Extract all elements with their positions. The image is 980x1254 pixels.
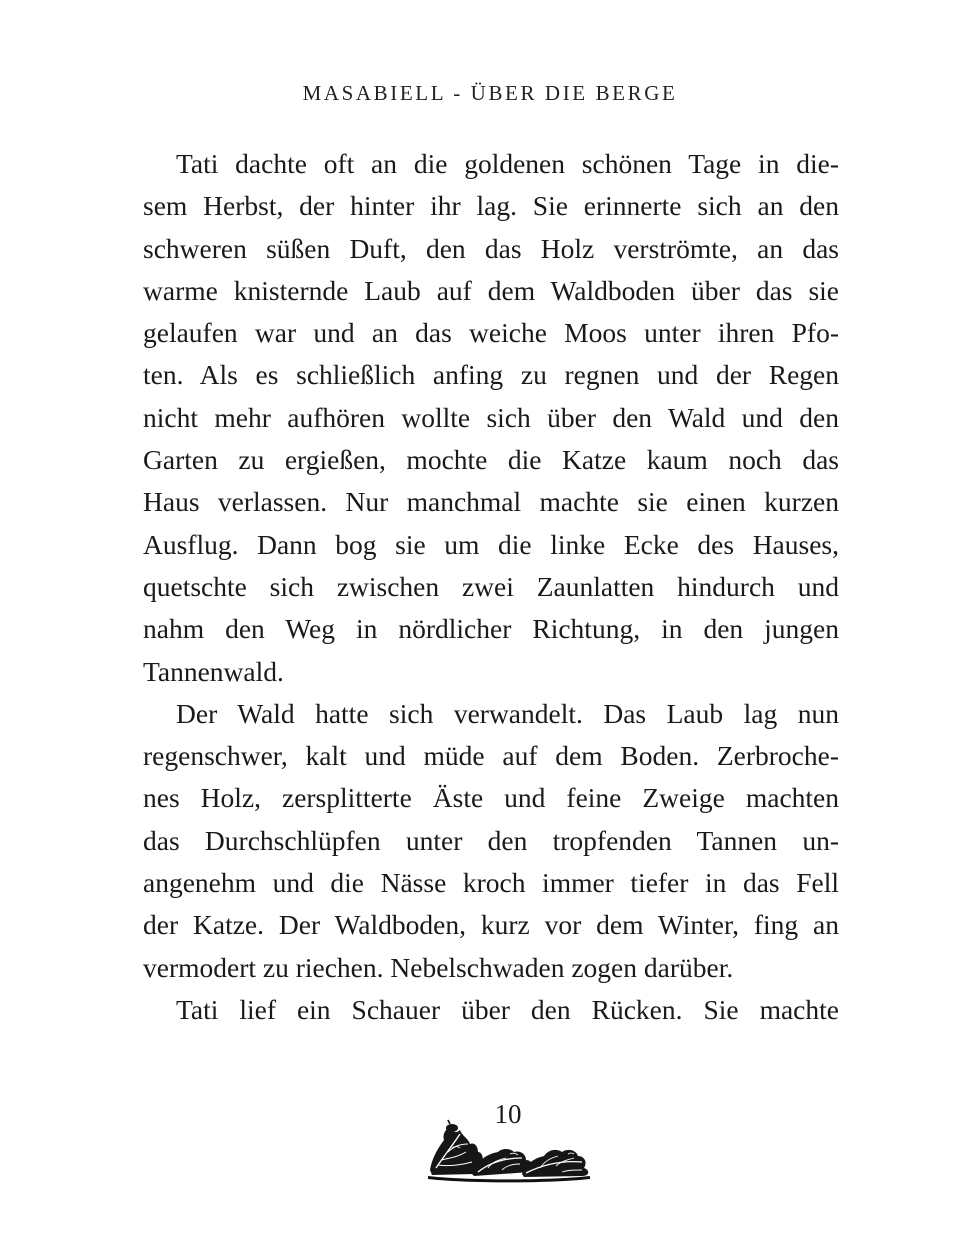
text-line: nes Holz, zersplitterte Äste und feine Zweige machten [143, 782, 839, 814]
running-header: MASABIELL - ÜBER DIE BERGE [302, 81, 678, 105]
paragraph-2 [143, 693, 839, 989]
text-line: vermodert zu riechen. Nebelschwaden zogen darüber. [143, 951, 734, 983]
text-line: sem Herbst, der hinter ihr lag. Sie erinnerte sich an den [143, 190, 839, 222]
paragraph-3 [143, 989, 839, 1031]
text-line: das Durchschlüpfen unter den tropfenden Tannen un- [143, 824, 839, 856]
text-line: Tati dachte oft an die goldenen schönen Tage in die- [176, 148, 839, 179]
text-line: regenschwer, kalt und müde auf dem Boden. Zerbroche- [143, 740, 839, 772]
text-line: Haus verlassen. Nur manchmal machte sie einen kurzen [143, 486, 839, 518]
text-line: der Katze. Der Waldboden, kurz vor dem Winter, fing an [143, 909, 839, 941]
text-line: nahm den Weg in nördlicher Richtung, in den jungen [143, 613, 839, 645]
body-text [143, 143, 839, 1031]
text-line: nicht mehr aufhören wollte sich über den Wald und den [143, 401, 839, 433]
paragraph-1 [143, 143, 839, 693]
text-line: warme knisternde Laub auf dem Waldboden über das sie [143, 274, 839, 306]
oak-leaves-ornament-icon [422, 1118, 594, 1184]
text-line: Ausflug. Dann bog sie um die linke Ecke des Hauses, [143, 528, 839, 560]
text-line: angenehm und die Nässe kroch immer tiefer in das Fell [143, 867, 839, 899]
text-line: Tannenwald. [143, 655, 284, 687]
text-line: Der Wald hatte sich verwandelt. Das Laub lag nun [176, 697, 839, 729]
text-line: ten. Als es schließlich anfing zu regnen und der Regen [143, 359, 839, 391]
text-line: Garten zu ergießen, mochte die Katze kaum noch das [143, 444, 839, 476]
text-line: gelaufen war und an das weiche Moos unter ihren Pfo- [143, 317, 839, 349]
page-number: 10 [494, 1099, 522, 1129]
text-line: schweren süßen Duft, den das Holz verströmte, an das [143, 232, 839, 264]
text-line: Tati lief ein Schauer über den Rücken. Sie machte [176, 993, 839, 1025]
text-line: quetschte sich zwischen zwei Zaunlatten hindurch und [143, 570, 839, 602]
